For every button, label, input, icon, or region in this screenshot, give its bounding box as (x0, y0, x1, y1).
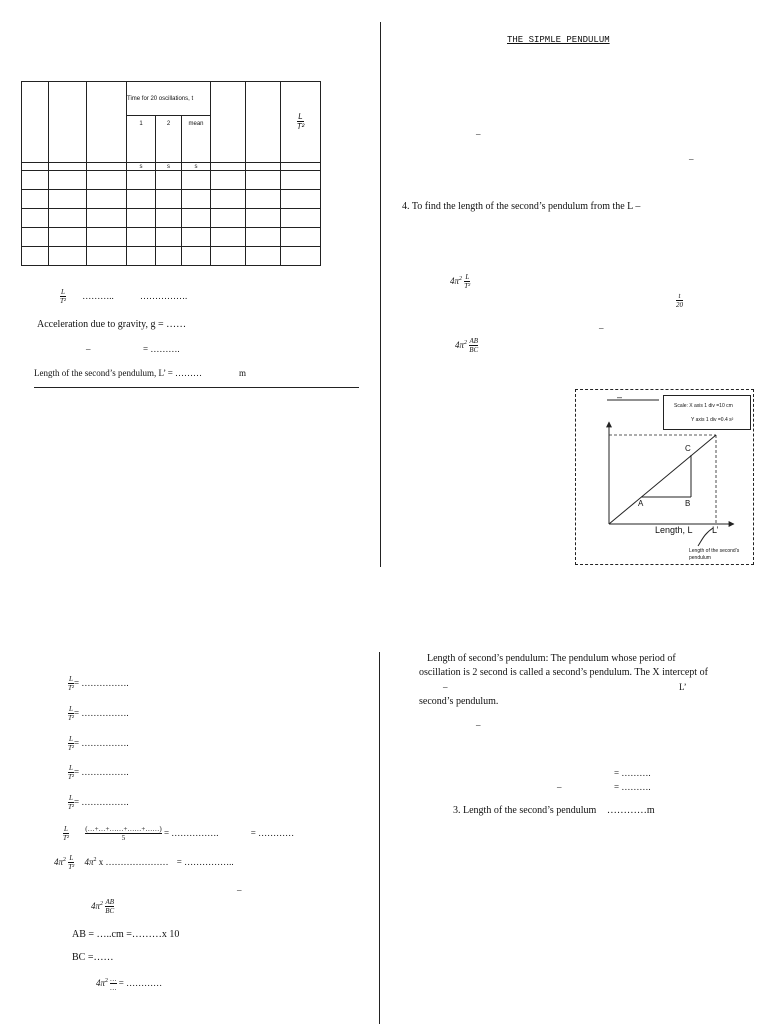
x-axis-label: Length, L (655, 525, 693, 535)
unit-cell-1: s (127, 163, 156, 171)
annotation-pointer (698, 528, 713, 546)
ratio-row-1: $\frac{L}{\text{T²}}$ = ……………. (68, 675, 129, 692)
time-header: Time for 20 oscillations, t (127, 82, 211, 116)
data-table (21, 81, 321, 266)
annotation-text-1: Length of the second’s (689, 548, 740, 554)
ratio-row-2: $\frac{L}{\text{T²}}$ = ……………. (68, 705, 129, 722)
formula-4pi2-ab-bc: $4\pi^2$ $\frac{AB}{BC}$ (455, 337, 479, 354)
definition-line-2: oscillation is 2 second is called a second’s pendulum. The X intercept of (419, 667, 708, 678)
dash: – (86, 344, 91, 354)
sub-header-mean: mean (182, 116, 211, 163)
equals-dots-2: = ………. (614, 782, 651, 792)
pendulum-graph (575, 389, 754, 565)
scale-box (663, 395, 751, 430)
table-row (22, 228, 321, 247)
sub-header-1: 1 (127, 116, 156, 163)
unit-cell-3: s (182, 163, 211, 171)
page-title: THE SIPMLE PENDULUM (507, 35, 610, 45)
point-b-label: B (685, 499, 691, 508)
section-rule (34, 387, 359, 388)
formula-4pi2-ab-bc-2: $4\pi^2$ $\frac{AB}{BC}$ (91, 898, 115, 915)
definition-line-1: Length of second’s pendulum: The pendulum whose period of (427, 653, 676, 664)
dash: – (237, 885, 242, 895)
sub-header-2: 2 (156, 116, 182, 163)
average-line: $\frac{L}{\text{T²}}$ $\frac{(\dots+\dots+\dots\dots+\dots\dots+\dots\dots)}{5}$ = ……………. = ………… (63, 825, 295, 842)
unit-cell-2: s (156, 163, 182, 171)
formula-4pi2-l-t2: $4\pi^2$ $\frac{L}{\text{T²}}$ (450, 273, 471, 290)
bc-line: BC =…… (72, 952, 114, 963)
divider-top (380, 22, 381, 567)
scale-y-text: Y axis 1 div =0.4 s² (691, 417, 734, 423)
annotation-text-2: pendulum (689, 555, 711, 561)
length-unit: m (239, 368, 247, 378)
length-line: Length of the second’s pendulum, L’ = ……… (34, 368, 203, 378)
best-fit-line (609, 435, 716, 524)
dash: – (557, 782, 562, 792)
l-prime-label: L’ (712, 525, 719, 535)
dash: – (689, 154, 694, 164)
dash: – (476, 129, 481, 139)
equals-dots-1: = ………. (614, 768, 651, 778)
table-row (22, 171, 321, 190)
formula-t-over-20: $\frac{t}{20}$ (676, 292, 683, 309)
l-over-t2-header: $\frac{L}{\text{T²}}$ (296, 112, 305, 131)
definition-line-3: second’s pendulum. (419, 696, 499, 707)
l-prime-text: L’ (679, 682, 687, 692)
table-row (22, 247, 321, 266)
point-a-label: A (638, 499, 644, 508)
item-4-heading: 4. To find the length of the second’s pendulum from the L – (402, 201, 641, 212)
table-row (22, 190, 321, 209)
gravity-calc-line: $4\pi^2$ $\frac{L}{\text{T²}}$ $4\pi^2$ x ………………… = …………….. (54, 854, 234, 871)
item-3-line: 3. Length of the second’s pendulum …………m (453, 805, 655, 816)
final-calc-line: $4\pi^2$ $\frac{\dots}{\dots}$ = ………… (96, 975, 163, 992)
dash: – (443, 682, 448, 692)
mean-ratio-line: $\frac{L}{\text{T²}}$ ……….. ……………. (60, 288, 188, 305)
equals-dots: = ………. (143, 344, 180, 354)
dash: – (476, 720, 481, 730)
scale-x-text: Scale: X axis 1 div =10 cm (674, 403, 733, 409)
ratio-row-4: $\frac{L}{\text{T²}}$ = ……………. (68, 764, 129, 781)
acceleration-line: Acceleration due to gravity, g = …… (37, 319, 187, 330)
divider-bottom (379, 652, 380, 1024)
ab-line: AB = …..cm =………x 10 (72, 929, 180, 940)
point-c-label: C (685, 444, 691, 453)
table-row (22, 209, 321, 228)
dash: – (599, 323, 604, 333)
ratio-row-3: $\frac{L}{\text{T²}}$ = ……………. (68, 735, 129, 752)
dash: – (617, 392, 623, 402)
ratio-row-5: $\frac{L}{\text{T²}}$ = ……………. (68, 794, 129, 811)
